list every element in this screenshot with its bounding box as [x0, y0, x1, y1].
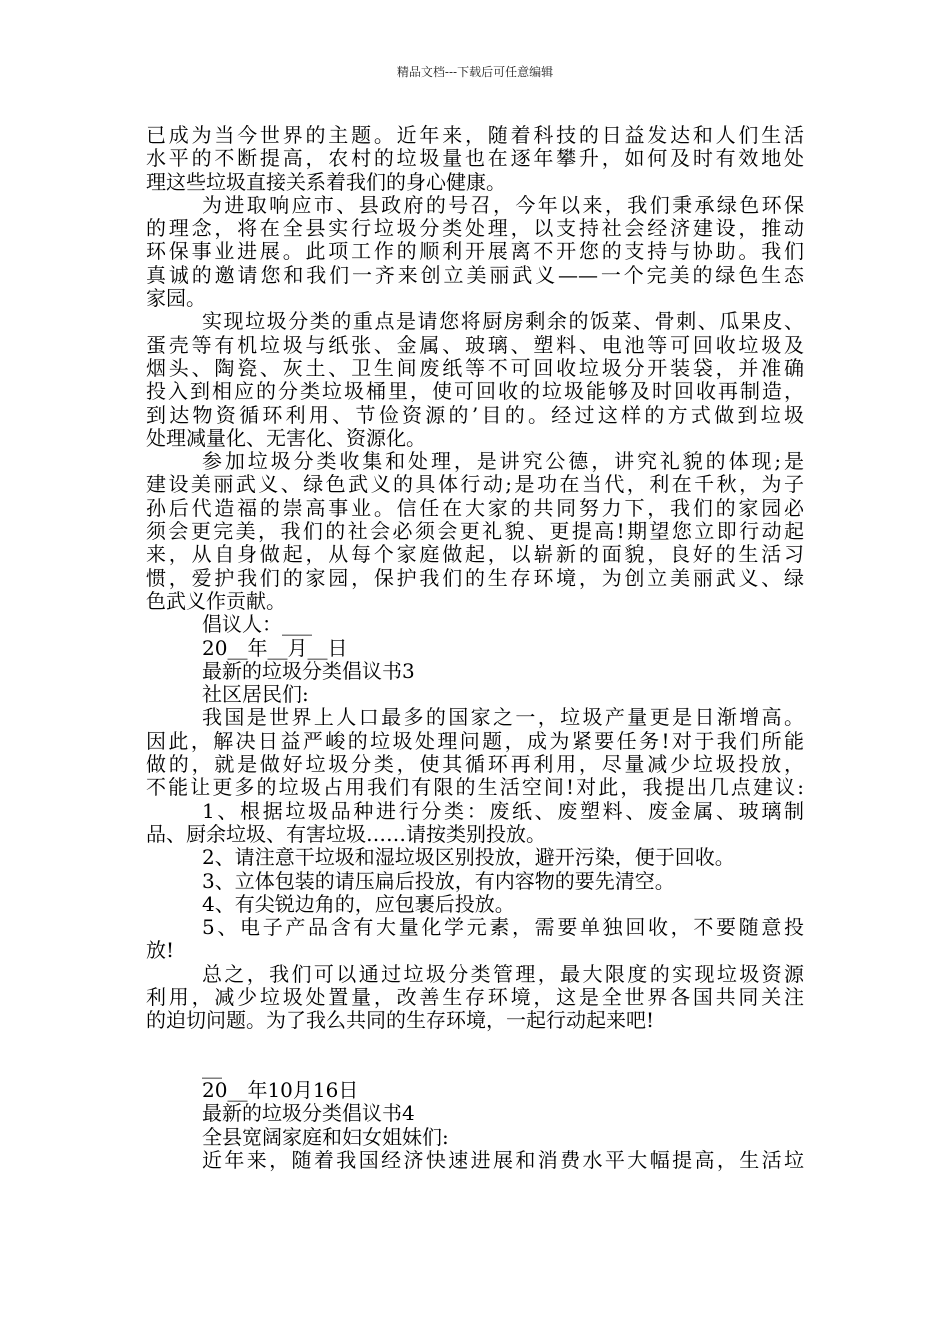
text-line: 真诚的邀请您和我们一齐来创立美丽武义——一个完美的绿色生态	[146, 262, 804, 287]
text-line: 3、立体包装的请压扁后投放，有内容物的要先清空。	[202, 868, 675, 893]
text-line: 放!	[146, 938, 175, 963]
text-line: 处理减量化、无害化、资源化。	[146, 425, 426, 450]
text-line: 到达物资循环利用、节俭资源的’目的。经过这样的方式做到垃圾	[146, 402, 804, 427]
text-line: 蛋壳等有机垃圾与纸张、金属、玻璃、塑料、电池等可回收垃圾及	[146, 332, 804, 357]
text-line: __	[202, 1054, 222, 1079]
text-line: 已成为当今世界的主题。近年来，随着科技的日益发达和人们生活	[146, 123, 804, 147]
text-line: 最新的垃圾分类倡议书4	[202, 1101, 415, 1126]
text-line: 来，从自身做起，从每个家庭做起，以崭新的面貌，良好的生活习	[146, 542, 804, 567]
text-line: 惯，爱护我们的家园，保护我们的生存环境，为创立美丽武义、绿	[146, 565, 804, 590]
text-line: 家园。	[146, 286, 206, 311]
text-line: 做的，就是做好垃圾分类，使其循环再利用，尽量减少垃圾投放，	[146, 752, 804, 777]
text-line	[146, 1033, 804, 1056]
text-line: 全县宽阔家庭和妇女姐妹们:	[202, 1124, 449, 1149]
text-line: 利用，减少垃圾处置量，改善生存环境，这是全世界各国共同关注	[146, 984, 804, 1009]
text-line: 20__年10月16日	[202, 1078, 359, 1103]
text-line: 烟头、陶瓷、灰土、卫生间废纸等不可回收垃圾分开装袋，并准确	[146, 355, 804, 380]
text-line: 建设美丽武义、绿色武义的具体行动;是功在当代，利在千秋，为子	[146, 472, 804, 497]
text-line: 社区居民们:	[202, 682, 309, 707]
text-line: 总之，我们可以通过垃圾分类管理，最大限度的实现垃圾资源	[202, 961, 804, 986]
text-line: 近年来，随着我国经济快速进展和消费水平大幅提高，生活垃	[202, 1148, 804, 1173]
text-line: 色武义作贡献。	[146, 588, 286, 613]
text-line: 孙后代造福的崇高事业。信任在大家的共同努力下，我们的家园必	[146, 495, 804, 520]
text-line: 为进取响应市、县政府的号召，今年以来，我们秉承绿色环保	[202, 192, 804, 217]
text-line: 我国是世界上人口最多的国家之一，垃圾产量更是日渐增高。	[202, 705, 804, 730]
text-line: 理这些垃圾直接关系着我们的身心健康。	[146, 169, 506, 194]
text-line: 实现垃圾分类的重点是请您将厨房剩余的饭菜、骨刺、瓜果皮、	[202, 309, 804, 334]
text-line: 20__年__月__日	[202, 635, 348, 660]
text-line: 因此，解决日益严峻的垃圾处理问题，成为紧要任务!对于我们所能	[146, 728, 804, 753]
text-line: 不能让更多的垃圾占用我们有限的生活空间!对此，我提出几点建议:	[146, 775, 804, 800]
text-line: 品、厨余垃圾、有害垃圾……请按类别投放。	[146, 821, 546, 846]
text-line: 的理念，将在全县实行垃圾分类处理，以支持社会经济建设，推动	[146, 216, 804, 241]
page-header: 精品文档---下载后可任意编辑	[396, 65, 554, 79]
text-line: 最新的垃圾分类倡议书3	[202, 658, 415, 683]
text-line: 须会更完美，我们的社会必须会更礼貌、更提高!期望您立即行动起	[146, 519, 804, 544]
text-line: 4、有尖锐边角的，应包裹后投放。	[202, 891, 515, 916]
text-line: 环保事业进展。此项工作的顺利开展离不开您的支持与协助。我们	[146, 239, 804, 264]
text-line: 5、电子产品含有大量化学元素，需要单独回收，不要随意投	[202, 915, 804, 940]
document-body	[146, 124, 804, 1172]
text-line: 1、根据垃圾品种进行分类：废纸、废塑料、废金属、玻璃制	[202, 798, 804, 823]
text-line: 的迫切问题。为了我么共同的生存环境，一起行动起来吧!	[146, 1008, 655, 1033]
text-line: 参加垃圾分类收集和处理，是讲究公德，讲究礼貌的体现;是	[202, 449, 804, 474]
text-line: 倡议人：___	[202, 612, 312, 637]
text-line: 投入到相应的分类垃圾桶里，使可回收的垃圾能够及时回收再制造，	[146, 379, 804, 404]
text-line: 水平的不断提高，农村的垃圾量也在逐年攀升，如何及时有效地处	[146, 146, 804, 171]
text-line: 2、请注意干垃圾和湿垃圾区别投放，避开污染，便于回收。	[202, 845, 735, 870]
